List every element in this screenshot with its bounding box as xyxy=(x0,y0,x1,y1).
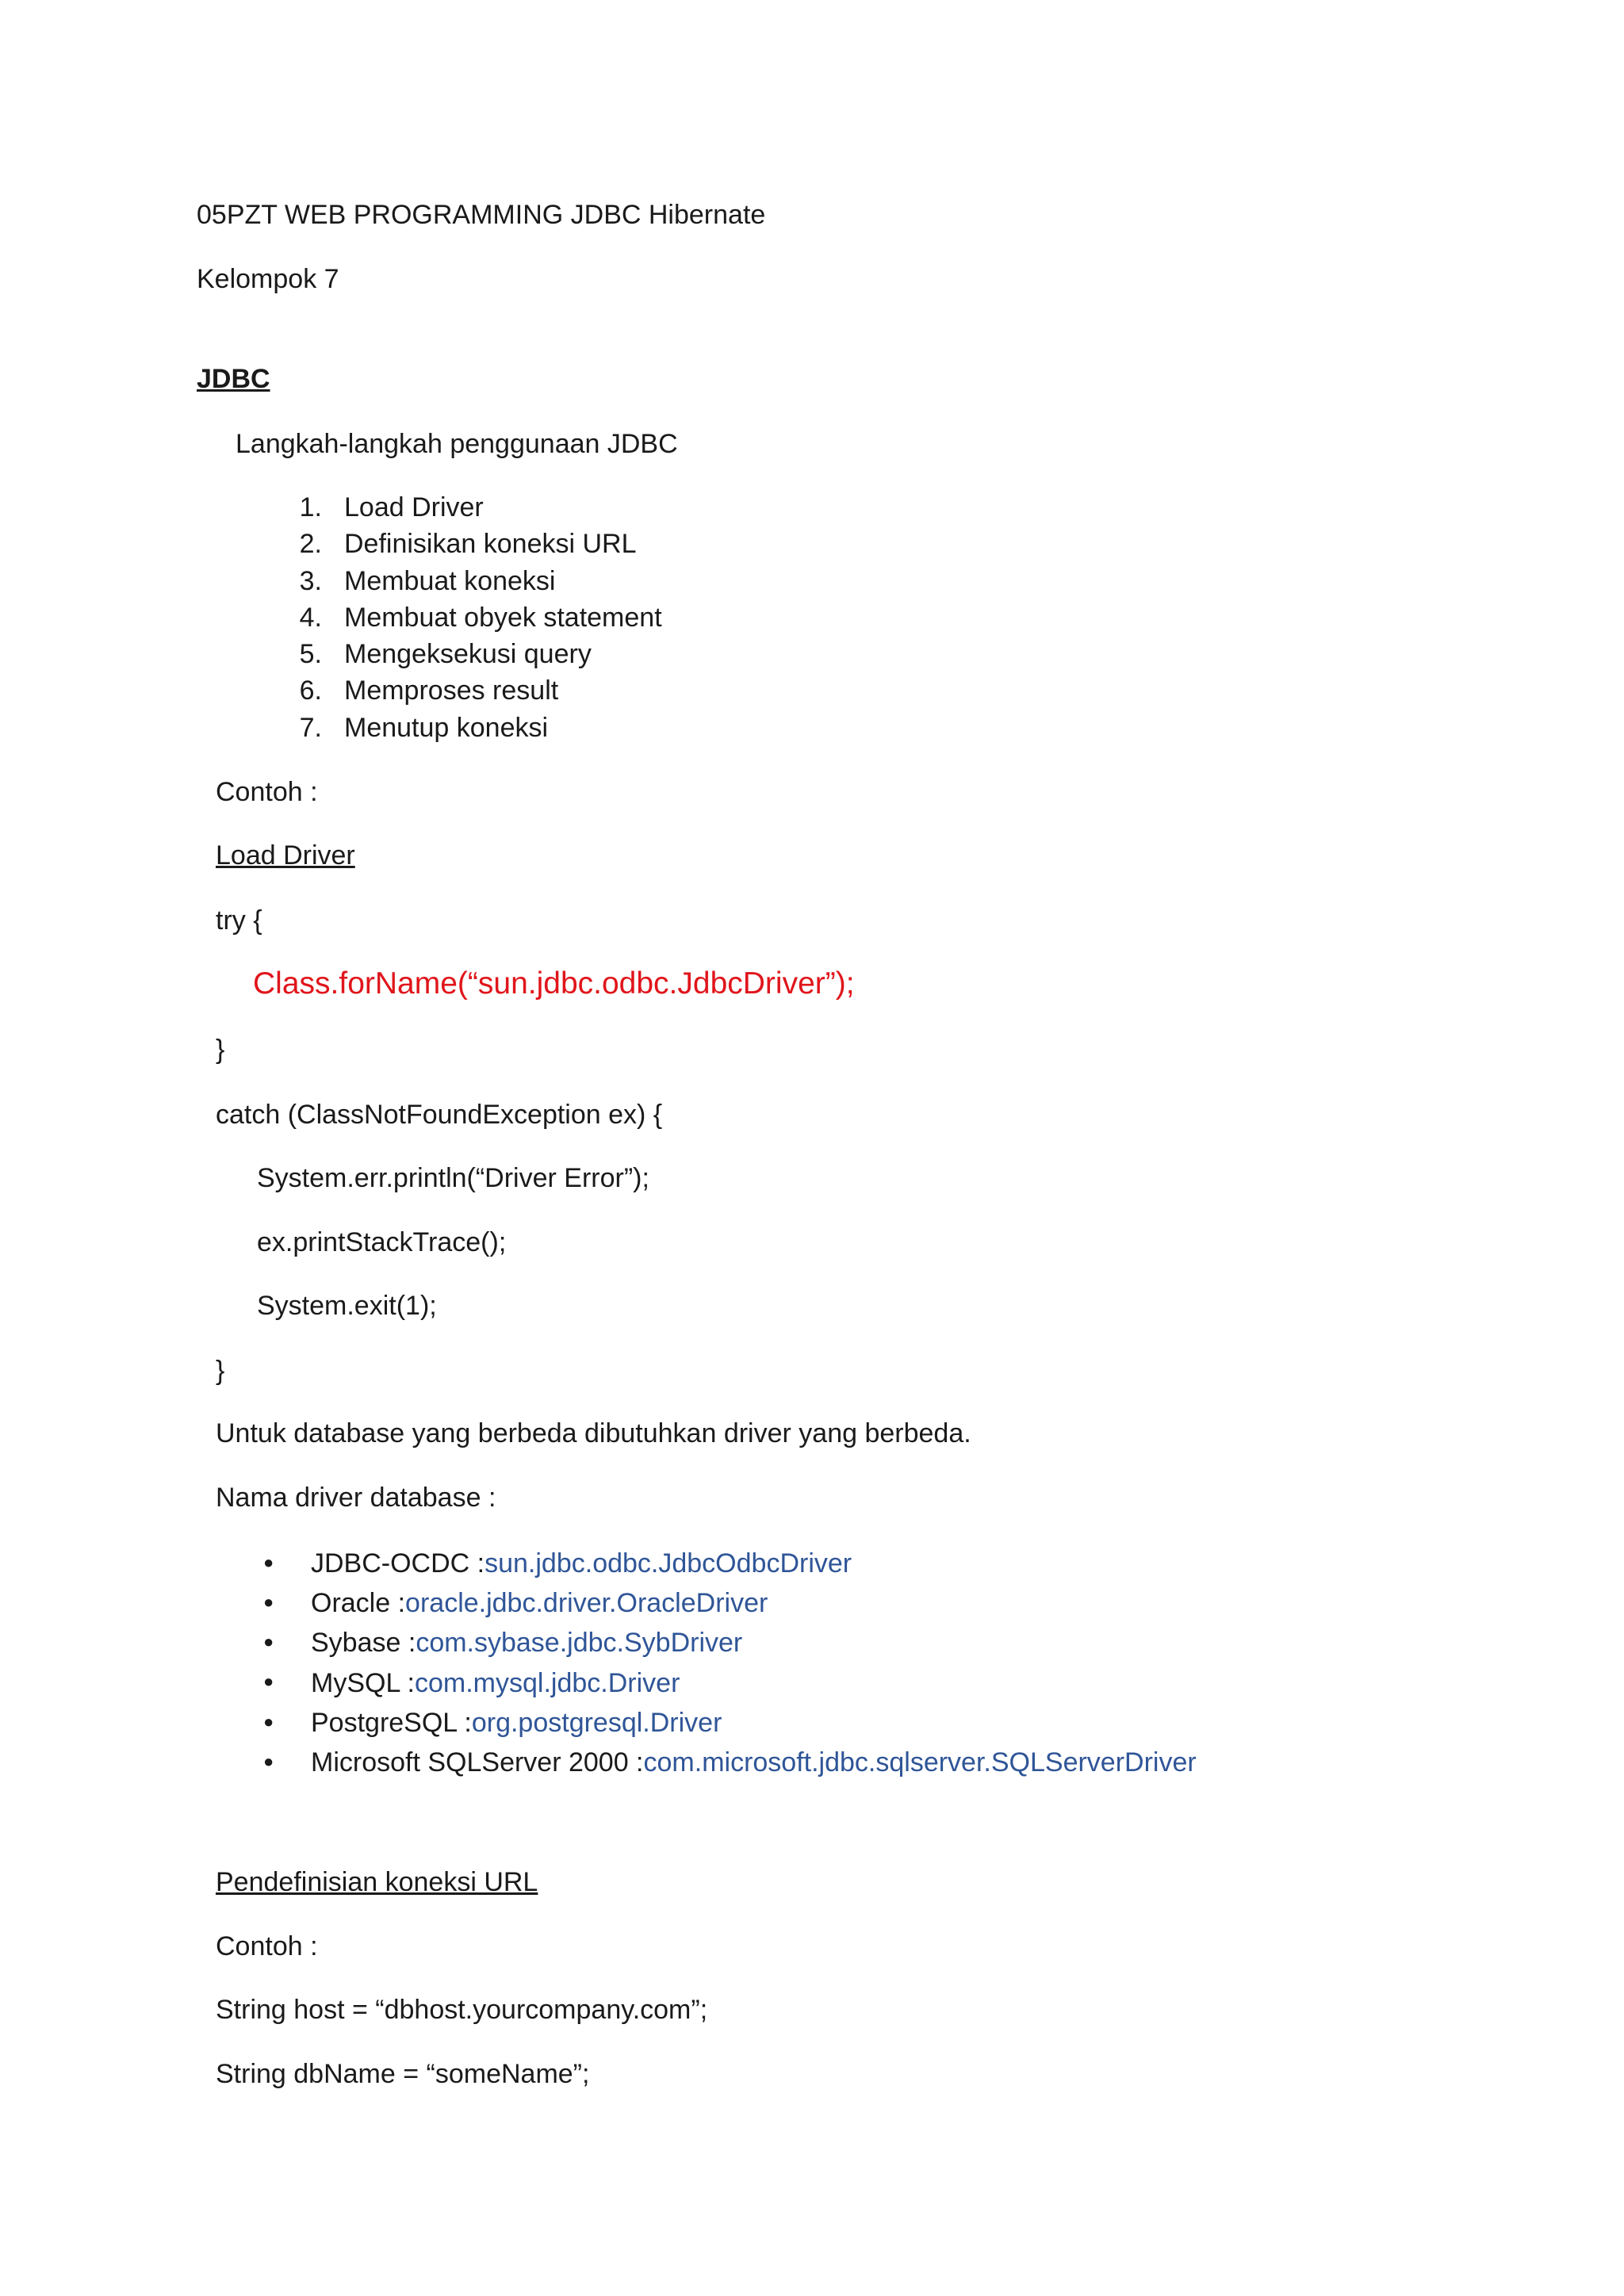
bullet-icon: ● xyxy=(263,1552,274,1572)
driver-class: com.mysql.jdbc.Driver xyxy=(415,1667,680,1698)
driver-class: org.postgresql.Driver xyxy=(471,1707,722,1738)
bullet-icon: ● xyxy=(263,1711,274,1732)
list-item xyxy=(263,1544,1197,1584)
bullet-icon: ● xyxy=(263,1671,274,1692)
jdbc-heading: JDBC xyxy=(197,364,270,394)
steps-list xyxy=(273,489,662,746)
bullet-icon: ● xyxy=(263,1632,274,1652)
list-number: 6. xyxy=(299,675,322,706)
list-text: Menutup koneksi xyxy=(344,712,549,743)
driver-class: oracle.jdbc.driver.OracleDriver xyxy=(405,1588,768,1619)
list-number: 2. xyxy=(299,529,322,560)
load-driver-subheading: Load Driver xyxy=(216,840,355,871)
code-stack-trace: ex.printStackTrace(); xyxy=(257,1227,507,1257)
list-item xyxy=(273,710,662,746)
group-label: Kelompok 7 xyxy=(197,264,339,294)
example-label: Contoh : xyxy=(216,777,318,807)
driver-note: Untuk database yang berbeda dibutuhkan driver yang berbeda. xyxy=(216,1418,971,1448)
list-item xyxy=(263,1624,1197,1663)
code-catch-open: catch (ClassNotFoundException ex) { xyxy=(216,1100,663,1130)
list-item xyxy=(273,526,662,562)
list-text: Mengeksekusi query xyxy=(344,639,592,670)
code-try-open: try { xyxy=(216,905,262,936)
bullet-icon: ● xyxy=(263,1751,274,1771)
url-example-label: Contoh : xyxy=(216,1931,318,1961)
driver-name: Sybase : xyxy=(311,1628,416,1659)
list-text: Membuat obyek statement xyxy=(344,602,662,633)
driver-name: JDBC-OCDC : xyxy=(311,1548,485,1578)
driver-class: com.microsoft.jdbc.sqlserver.SQLServerDriver xyxy=(643,1747,1197,1778)
code-host-line: String host = “dbhost.yourcompany.com”; xyxy=(216,1995,708,2025)
driver-class: com.sybase.jdbc.SybDriver xyxy=(416,1628,743,1659)
jdbc-intro: Langkah-langkah penggunaan JDBC xyxy=(236,429,678,459)
driver-class: sun.jdbc.odbc.JdbcOdbcDriver xyxy=(485,1548,852,1578)
list-item xyxy=(273,636,662,672)
list-item xyxy=(273,563,662,599)
list-number: 5. xyxy=(299,639,322,670)
drivers-label: Nama driver database : xyxy=(216,1483,496,1513)
code-dbname-line: String dbName = “someName”; xyxy=(216,2059,590,2089)
list-text: Load Driver xyxy=(344,492,484,522)
list-text: Memproses result xyxy=(344,675,559,706)
list-text: Membuat koneksi xyxy=(344,565,556,596)
code-err-println: System.err.println(“Driver Error”); xyxy=(257,1163,649,1193)
list-text: Definisikan koneksi URL xyxy=(344,529,637,560)
list-item xyxy=(273,489,662,526)
code-catch-close: } xyxy=(216,1356,225,1386)
list-item xyxy=(263,1704,1197,1743)
list-item xyxy=(273,599,662,636)
driver-name: MySQL : xyxy=(311,1667,415,1698)
document-title: 05PZT WEB PROGRAMMING JDBC Hibernate xyxy=(197,200,766,230)
driver-name: PostgreSQL : xyxy=(311,1707,472,1738)
list-number: 4. xyxy=(299,602,322,633)
list-item xyxy=(273,672,662,709)
list-item xyxy=(263,1664,1197,1704)
list-number: 3. xyxy=(299,565,322,596)
code-class-forname: Class.forName(“sun.jdbc.odbc.JdbcDriver”); xyxy=(253,966,855,1001)
list-number: 1. xyxy=(299,492,322,522)
driver-name: Oracle : xyxy=(311,1588,406,1619)
url-subheading: Pendefinisian koneksi URL xyxy=(216,1867,538,1897)
list-number: 7. xyxy=(299,712,322,743)
list-item xyxy=(263,1584,1197,1624)
drivers-list xyxy=(263,1544,1197,1783)
code-exit: System.exit(1); xyxy=(257,1291,437,1321)
code-try-close: } xyxy=(216,1035,225,1065)
driver-name: Microsoft SQLServer 2000 : xyxy=(311,1747,644,1778)
list-item xyxy=(263,1743,1197,1783)
bullet-icon: ● xyxy=(263,1592,274,1613)
